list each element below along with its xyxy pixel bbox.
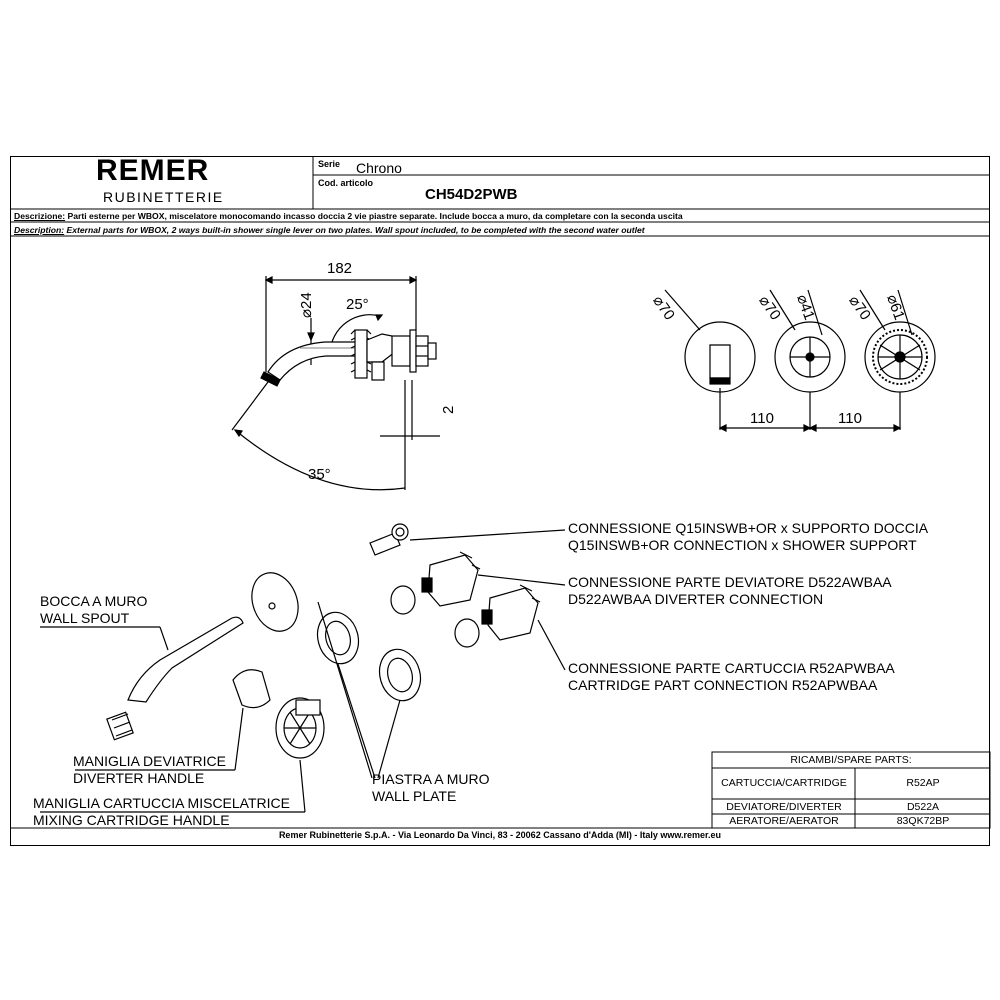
serie-label: Serie bbox=[318, 159, 341, 169]
spare-parts-title: RICAMBI/SPARE PARTS: bbox=[790, 754, 912, 766]
front-view-spout-plate bbox=[665, 290, 755, 430]
callout-wall-plate-en: WALL PLATE bbox=[372, 788, 457, 804]
callout-diverter-handle-it: MANIGLIA DEVIATRICE bbox=[73, 753, 226, 769]
description-italian-text: Parti esterne per WBOX, miscelatore monocomando incasso doccia 2 vie piastre separate. Include bocca a muro, da completare con la seconda uscita bbox=[65, 211, 683, 221]
side-view-dimensions bbox=[232, 276, 440, 490]
callout-diverter-connection-en: D522AWBAA DIVERTER CONNECTION bbox=[568, 591, 824, 607]
callout-mixing-handle bbox=[33, 795, 290, 829]
callout-mixing-handle-en: MIXING CARTRIDGE HANDLE bbox=[33, 812, 230, 828]
exploded-spout-plate bbox=[244, 566, 306, 637]
description-english-label: Description: bbox=[14, 225, 65, 235]
dimension-spacing-1: 110 bbox=[750, 410, 774, 427]
callout-shower-connection-it: CONNESSIONE Q15INSWB+OR x SUPPORTO DOCCIA bbox=[568, 520, 929, 536]
callout-cartridge-connection-en: CARTRIDGE PART CONNECTION R52APWBAA bbox=[568, 677, 878, 693]
exploded-diverter-cartridge bbox=[391, 552, 565, 614]
callout-shower-connection-en: Q15INSWB+OR CONNECTION x SHOWER SUPPORT bbox=[568, 537, 917, 553]
callout-mixing-handle-it: MANIGLIA CARTUCCIA MISCELATRICE bbox=[33, 795, 290, 811]
dimension-knob-2: ⌀41 bbox=[793, 292, 818, 323]
code-label: Cod. articolo bbox=[318, 178, 374, 188]
footer-address: Remer Rubinetterie S.p.A. - Via Leonardo Da Vinci, 83 - 20062 Cassano d'Adda (MI) - Italy www.remer.eu bbox=[278, 830, 722, 840]
exploded-wall-spout bbox=[40, 617, 243, 740]
dimension-offset: 2 bbox=[440, 405, 457, 414]
exploded-wall-plates bbox=[312, 602, 426, 778]
callout-wall-spout bbox=[40, 593, 147, 627]
side-view-spout bbox=[261, 330, 436, 386]
callout-shower-connection bbox=[568, 520, 928, 554]
callout-cartridge-connection-it: CONNESSIONE PARTE CARTUCCIA R52APWBAA bbox=[568, 660, 895, 676]
spare-part-code: D522A bbox=[906, 801, 940, 813]
callout-diverter-connection-it: CONNESSIONE PARTE DEVIATORE D522AWBAA bbox=[568, 574, 892, 590]
spare-part-name: AERATORE/AERATOR bbox=[729, 815, 839, 827]
description-italian-label: Descrizione: bbox=[14, 211, 66, 221]
dimension-plate-2: ⌀70 bbox=[755, 292, 784, 324]
dimension-spacing-2: 110 bbox=[838, 410, 862, 427]
spare-part-name: DEVIATORE/DIVERTER bbox=[726, 801, 842, 813]
brand-logo-subtitle: RUBINETTERIE bbox=[103, 189, 224, 205]
exploded-shower-connection bbox=[370, 524, 565, 555]
callout-wall-plate-it: PIASTRA A MURO bbox=[372, 771, 490, 787]
serie-value: Chrono bbox=[356, 160, 402, 176]
dimension-angle-top: 25° bbox=[346, 296, 369, 313]
spare-part-code: 83QK72BP bbox=[896, 815, 950, 827]
dimension-angle-bottom: 35° bbox=[308, 466, 331, 483]
callout-diverter-connection bbox=[568, 574, 892, 608]
exploded-mixing-cartridge bbox=[455, 585, 565, 670]
spare-part-name: CARTUCCIA/CARTRIDGE bbox=[721, 777, 847, 789]
callout-diverter-handle-en: DIVERTER HANDLE bbox=[73, 770, 205, 786]
code-value: CH54D2PWB bbox=[425, 186, 518, 203]
dimension-plate-1: ⌀70 bbox=[649, 292, 678, 324]
callout-wall-spout-it: BOCCA A MURO bbox=[40, 593, 148, 609]
callout-wall-plate bbox=[372, 771, 489, 805]
dimension-knob-3: ⌀61 bbox=[883, 292, 908, 323]
callout-wall-spout-en: WALL SPOUT bbox=[40, 610, 130, 626]
dimension-length: 182 bbox=[327, 260, 353, 277]
dimension-spout-diameter: ⌀24 bbox=[298, 292, 315, 318]
brand-logo-name: REMER bbox=[96, 154, 210, 187]
spare-part-code: R52AP bbox=[906, 777, 940, 789]
dimension-plate-3: ⌀70 bbox=[845, 292, 874, 324]
callout-diverter-handle bbox=[73, 753, 226, 787]
description-english-text: External parts for WBOX, 2 ways built-in shower single lever on two plates. Wall spout included, to be completed with the second water outlet bbox=[64, 225, 645, 235]
callout-cartridge-connection bbox=[568, 660, 895, 694]
